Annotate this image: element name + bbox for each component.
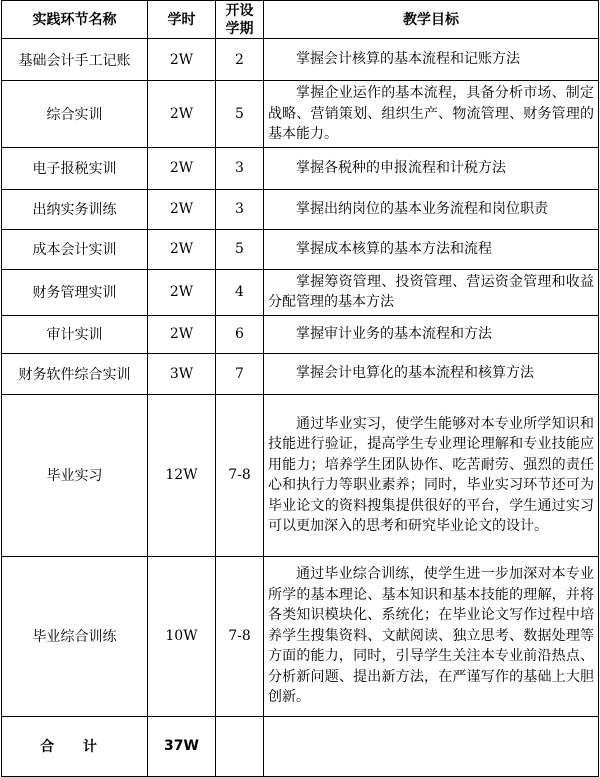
row-goal: 掌握筹资管理、投资管理、营运资金管理和收益分配管理的基本方法: [268, 273, 594, 310]
row-hours: 2W: [148, 81, 216, 148]
header-term: 开设学期: [216, 1, 264, 39]
practice-courses-table: [1, 0, 599, 777]
row-hours: 10W: [148, 556, 216, 716]
row-hours: 3W: [148, 353, 216, 394]
row-term: 7-8: [216, 394, 264, 556]
row-name: 财务管理实训: [2, 269, 148, 315]
row-goal: 掌握成本核算的基本方法和流程: [296, 240, 492, 257]
row-goal: 掌握企业运作的基本流程，具备分析市场、制定战略、营销策划、组织生产、物流管理、财务管理的基本能力。: [268, 85, 594, 142]
row-name: 财务软件综合实训: [2, 353, 148, 394]
row-name: 综合实训: [2, 81, 148, 148]
row-goal: 掌握会计核算的基本流程和记账方法: [296, 51, 520, 68]
row-goal: 通过毕业综合训练，使学生进一步加深对本专业所学的基本理论、基本知识和基本技能的理解，并将各类知识模块化、系统化；在毕业论文写作过程中培养学生搜集资料、文献阅读、独立思考、数据处理等方面的能力，同时，引导学生关注本专业前沿热点、分析新问题、提出新方法，在严谨写作的基础上大胆创新。: [268, 566, 594, 706]
row-goal: 掌握审计业务的基本流程和方法: [296, 325, 492, 342]
row-term: 4: [216, 269, 264, 315]
table-row: [2, 39, 599, 81]
row-hours: 2W: [148, 229, 216, 269]
row-term: 3: [216, 189, 264, 229]
table-row: [2, 556, 599, 716]
row-name: 出纳实务训练: [2, 189, 148, 229]
row-name: 电子报税实训: [2, 147, 148, 189]
total-goal: [264, 716, 599, 776]
row-goal: 通过毕业实习，使学生能够对本专业所学知识和技能进行验证，提高学生专业理论理解和专业技能应用能力；培养学生团队协作、吃苦耐劳、强烈的责任心和执行力等职业素养；同时，毕业实习环节还可为毕业论文的资料搜集提供很好的平台，学生通过实习可以更加深入的思考和研究毕业论文的设计。: [268, 415, 594, 534]
table-row: [2, 229, 599, 269]
row-term: 6: [216, 315, 264, 353]
row-hours: 2W: [148, 269, 216, 315]
row-term: 2: [216, 39, 264, 81]
total-label: 合 计: [2, 716, 148, 776]
header-goal: 教学目标: [264, 1, 599, 39]
table-row: [2, 147, 599, 189]
row-hours: 2W: [148, 147, 216, 189]
header-hours: 学时: [148, 1, 216, 39]
row-term: 5: [216, 229, 264, 269]
header-name: 实践环节名称: [2, 1, 148, 39]
row-name: 毕业实习: [2, 394, 148, 556]
row-name: 审计实训: [2, 315, 148, 353]
table-row: [2, 269, 599, 315]
table-header-row: [2, 1, 599, 39]
row-hours: 2W: [148, 39, 216, 81]
row-name: 基础会计手工记账: [2, 39, 148, 81]
row-term: 7: [216, 353, 264, 394]
table-row: [2, 315, 599, 353]
row-hours: 12W: [148, 394, 216, 556]
row-hours: 2W: [148, 315, 216, 353]
total-row: [2, 716, 599, 776]
table-row: [2, 189, 599, 229]
row-term: 3: [216, 147, 264, 189]
row-name: 成本会计实训: [2, 229, 148, 269]
row-goal: 掌握会计电算化的基本流程和核算方法: [296, 365, 534, 382]
row-term: 5: [216, 81, 264, 148]
row-hours: 2W: [148, 189, 216, 229]
row-term: 7-8: [216, 556, 264, 716]
table-row: [2, 81, 599, 148]
row-name: 毕业综合训练: [2, 556, 148, 716]
table-row: [2, 353, 599, 394]
row-goal: 掌握出纳岗位的基本业务流程和岗位职责: [296, 200, 548, 217]
total-term: [216, 716, 264, 776]
total-hours: 37W: [148, 716, 216, 776]
table-row: [2, 394, 599, 556]
row-goal: 掌握各税种的申报流程和计税方法: [296, 159, 506, 176]
